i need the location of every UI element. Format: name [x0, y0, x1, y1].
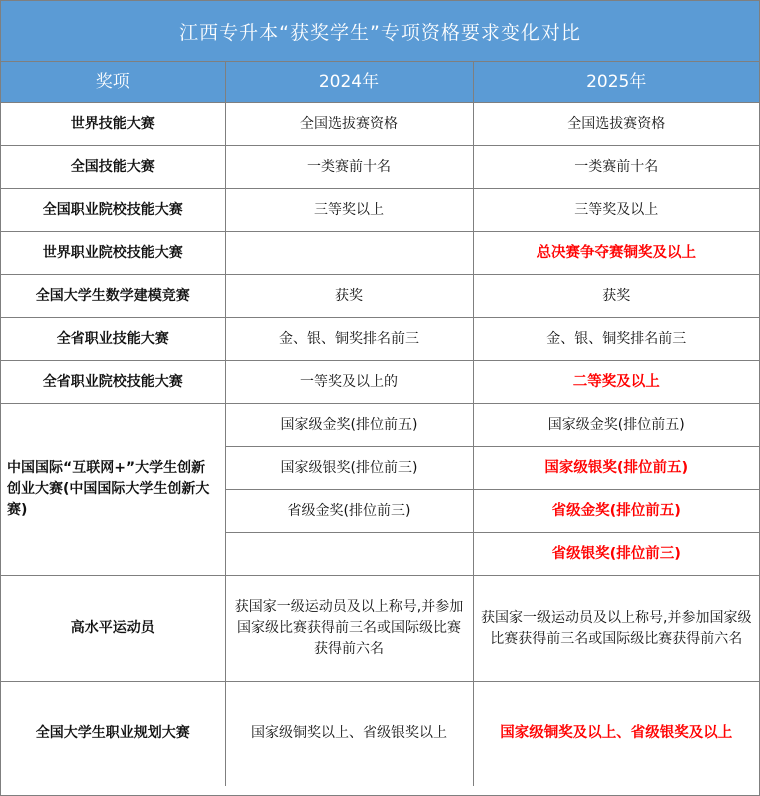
award-name: 全省职业技能大赛 [1, 318, 225, 361]
award-name: 全省职业院校技能大赛 [1, 361, 225, 404]
req-2024: 国家级金奖(排位前五) [225, 404, 473, 447]
req-2024 [225, 533, 473, 576]
req-2024: 国家级铜奖以上、省级银奖以上 [225, 682, 473, 786]
header-2024: 2024年 [225, 62, 473, 103]
req-2025-changed: 国家级铜奖及以上、省级银奖及以上 [473, 682, 759, 786]
req-2025: 三等奖及以上 [473, 189, 759, 232]
table-row [1, 404, 759, 447]
header-row [1, 62, 759, 103]
req-2025-changed: 总决赛争夺赛铜奖及以上 [473, 232, 759, 275]
award-name: 全国大学生职业规划大赛 [1, 682, 225, 786]
table-row [1, 146, 759, 189]
award-name: 世界技能大赛 [1, 103, 225, 146]
req-2024: 三等奖以上 [225, 189, 473, 232]
req-2024 [225, 232, 473, 275]
req-2025: 国家级金奖(排位前五) [473, 404, 759, 447]
table-row [1, 576, 759, 682]
req-2025-changed: 二等奖及以上 [473, 361, 759, 404]
req-2024: 国家级银奖(排位前三) [225, 447, 473, 490]
table-row [1, 318, 759, 361]
req-2025-changed: 省级银奖(排位前三) [473, 533, 759, 576]
req-2024: 获奖 [225, 275, 473, 318]
req-2025: 获奖 [473, 275, 759, 318]
req-2024: 金、银、铜奖排名前三 [225, 318, 473, 361]
req-2025: 金、银、铜奖排名前三 [473, 318, 759, 361]
table-row [1, 682, 759, 786]
req-2025-changed: 省级金奖(排位前五) [473, 490, 759, 533]
award-name: 高水平运动员 [1, 576, 225, 682]
req-2025: 获国家一级运动员及以上称号,并参加国家级比赛获得前三名或国际级比赛获得前六名 [473, 576, 759, 682]
req-2025: 一类赛前十名 [473, 146, 759, 189]
page-title: 江西专升本“获奖学生”专项资格要求变化对比 [1, 1, 759, 62]
award-name: 世界职业院校技能大赛 [1, 232, 225, 275]
req-2025: 全国选拔赛资格 [473, 103, 759, 146]
award-name: 中国国际“互联网+”大学生创新创业大赛(中国国际大学生创新大赛) [1, 404, 225, 576]
table-row [1, 361, 759, 404]
award-name: 全国职业院校技能大赛 [1, 189, 225, 232]
req-2024: 全国选拔赛资格 [225, 103, 473, 146]
award-name: 全国大学生数学建模竞赛 [1, 275, 225, 318]
req-2024: 省级金奖(排位前三) [225, 490, 473, 533]
req-2024: 一等奖及以上的 [225, 361, 473, 404]
header-2025: 2025年 [473, 62, 759, 103]
comparison-table [1, 62, 759, 786]
req-2025-changed: 国家级银奖(排位前五) [473, 447, 759, 490]
req-2024: 一类赛前十名 [225, 146, 473, 189]
req-2024: 获国家一级运动员及以上称号,并参加国家级比赛获得前三名或国际级比赛获得前六名 [225, 576, 473, 682]
table-row [1, 232, 759, 275]
table-row [1, 275, 759, 318]
header-award: 奖项 [1, 62, 225, 103]
table-row [1, 103, 759, 146]
table-row [1, 189, 759, 232]
award-name: 全国技能大赛 [1, 146, 225, 189]
